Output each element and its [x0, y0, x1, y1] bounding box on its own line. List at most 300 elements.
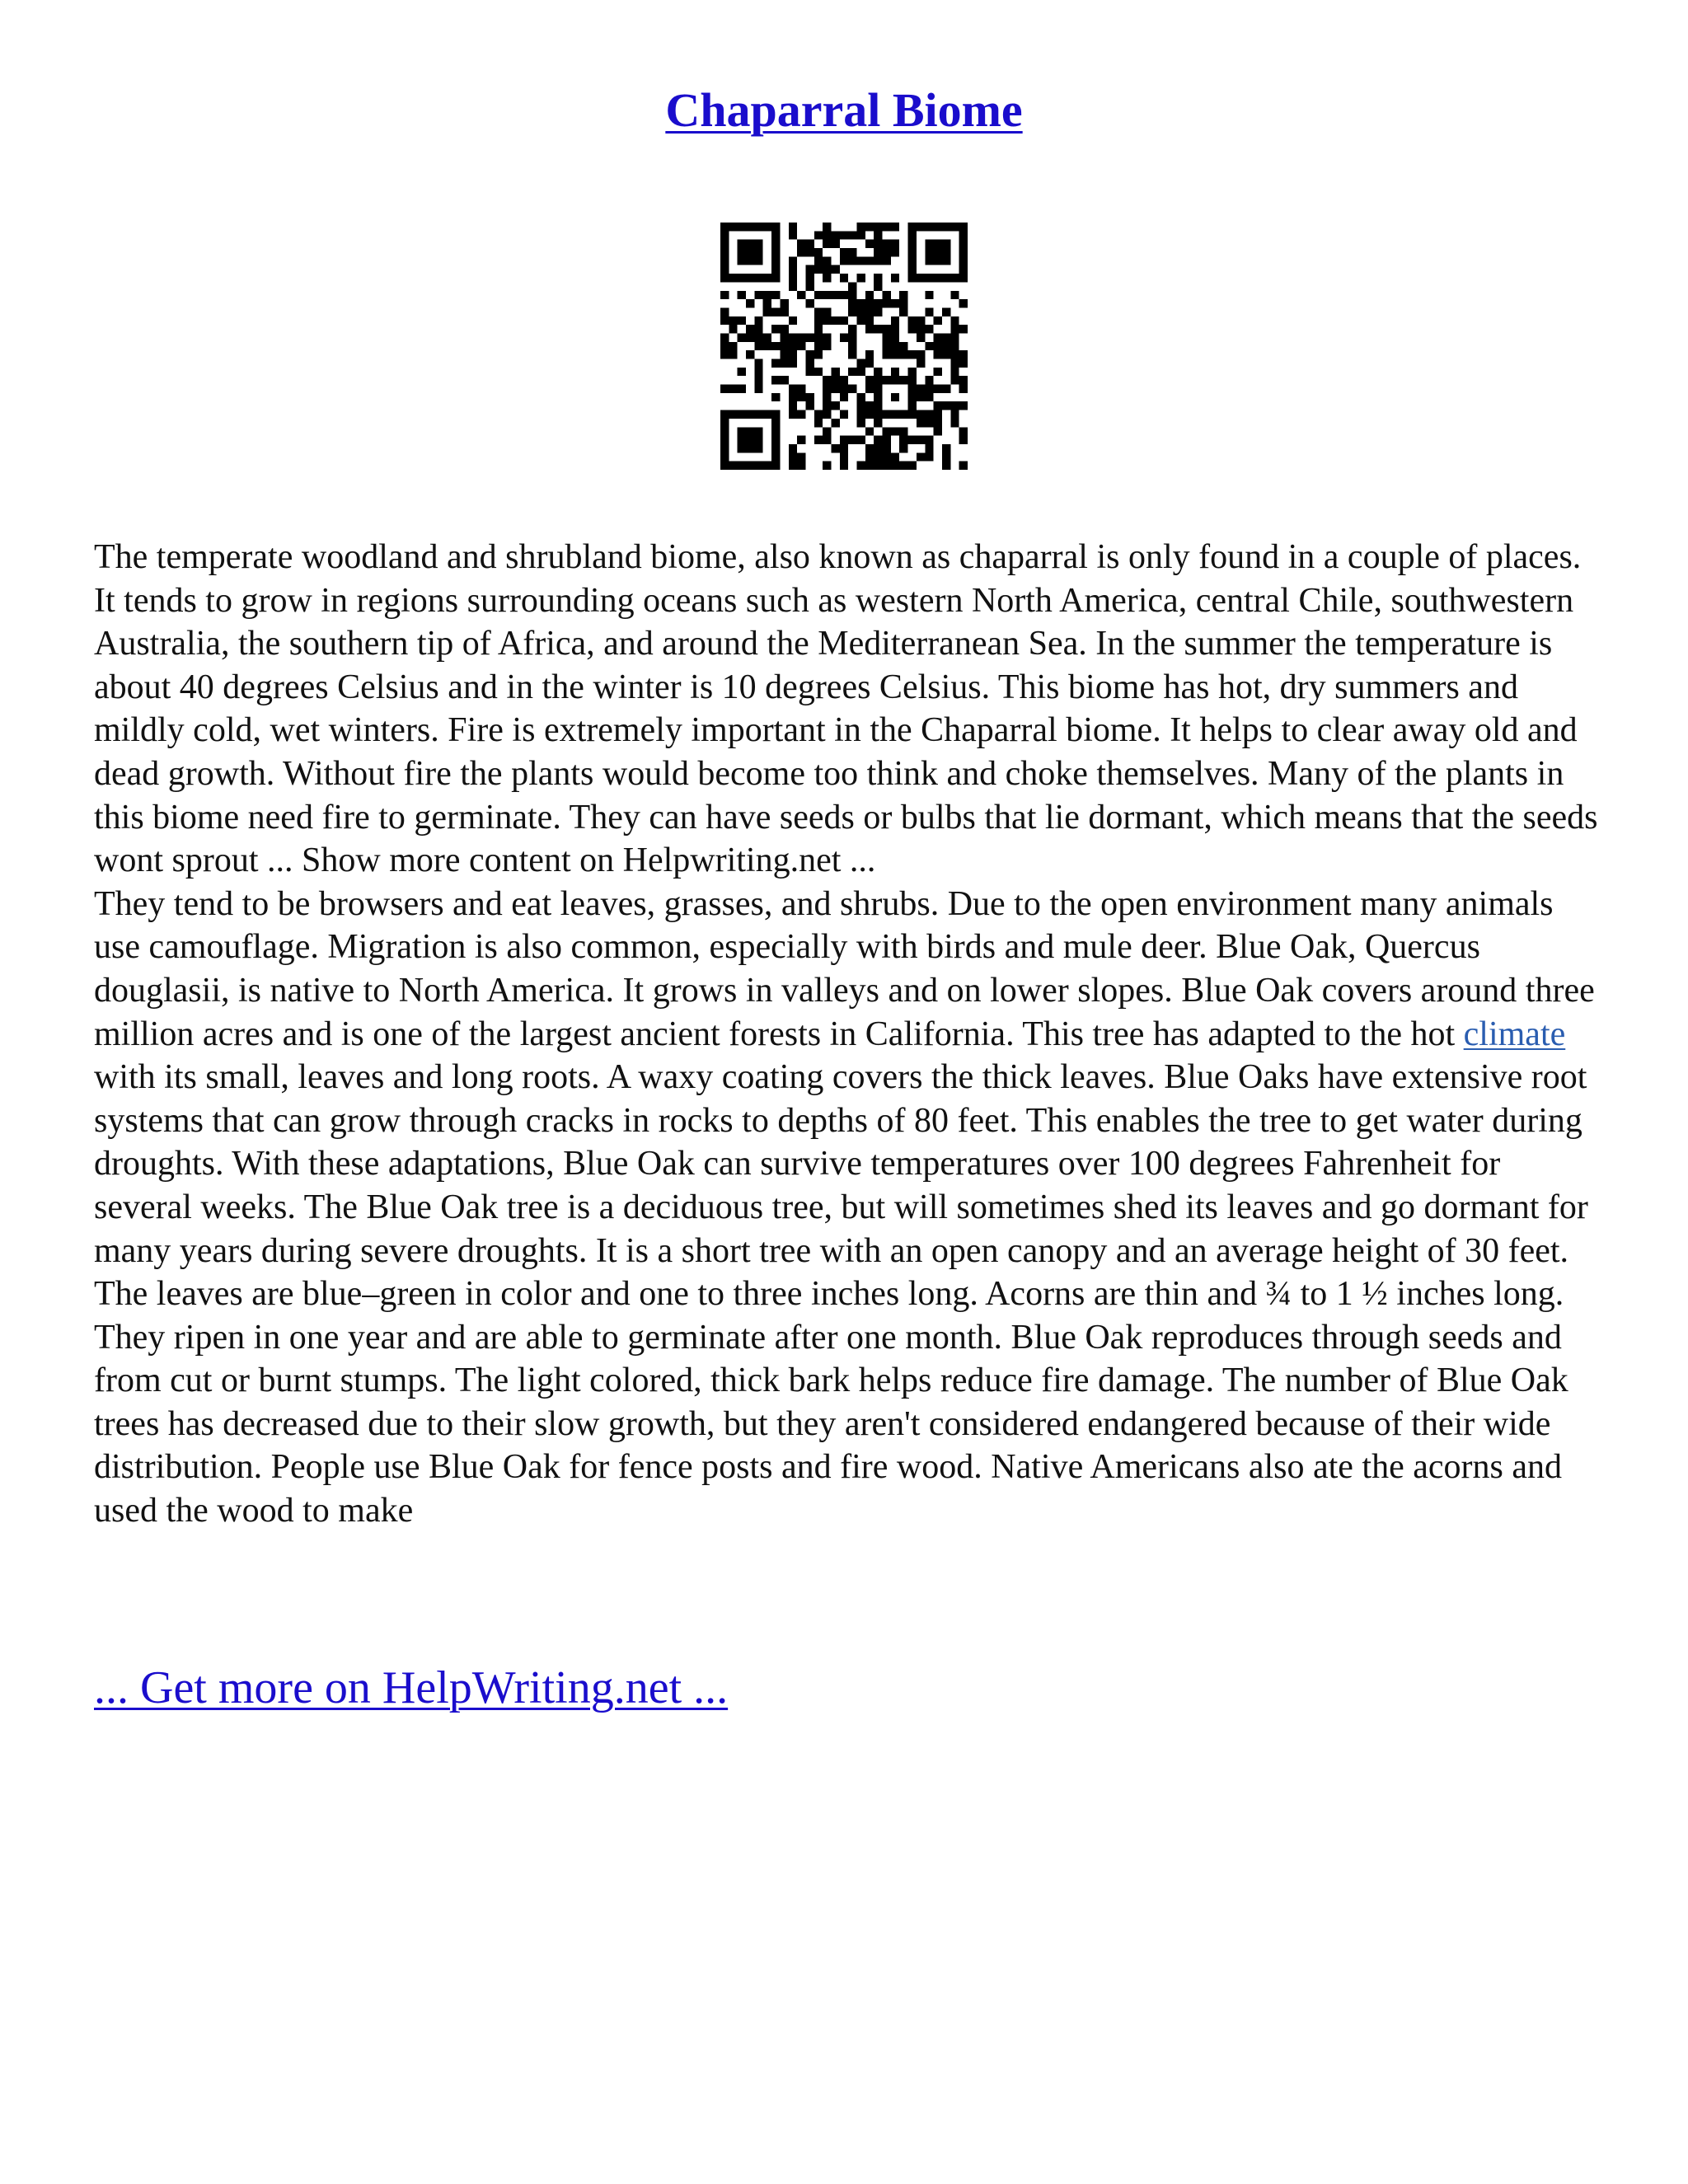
- qr-module: [925, 291, 933, 299]
- paragraph-2-text-end: with its small, leaves and long roots. A waxy coating covers the thick leaves. Blue Oaks have extensive root systems that can grow through cracks in rocks to depths of 80 feet. This enables the tree to get water during droughts. With these adaptations, Blue Oak can survive temperatures over 100 degrees Fahrenheit for several weeks. The Blue Oak tree is a deciduous tree, but will sometimes shed its leaves and go dormant for many years during severe droughts. It is a short tree with an open canopy and an average height of 30 feet. The leaves are blue–green in color and one to three inches long. Acorns are thin and ¾ to 1 ½ inches long. They ripen in one year and are able to germinate after one month. Blue Oak reproduces through seeds and from cut or burnt stumps. The light colored, thick bark helps reduce fire damage. The number of Blue Oak trees has decreased due to their slow growth, but they aren't considered endangered because of their wide distribution. People use Blue Oak for fence posts and fire wood. Native Americans also ate the acorns and used the wood to make: [94, 1058, 1588, 1530]
- qr-module: [891, 316, 899, 325]
- qr-module: [720, 265, 729, 274]
- qr-module: [959, 350, 968, 359]
- qr-module: [729, 385, 737, 393]
- qr-module: [959, 256, 968, 265]
- qr-module: [729, 410, 737, 419]
- qr-module: [899, 427, 907, 435]
- qr-module: [891, 427, 899, 435]
- qr-module: [746, 462, 754, 470]
- qr-module: [720, 385, 729, 393]
- qr-module: [959, 359, 968, 368]
- qr-module: [865, 256, 874, 265]
- qr-module: [908, 274, 917, 282]
- qr-module: [763, 274, 771, 282]
- qr-module: [720, 256, 729, 265]
- qr-module: [899, 342, 907, 350]
- qr-module: [908, 316, 917, 325]
- qr-module: [917, 350, 925, 359]
- qr-module: [805, 299, 814, 307]
- qr-module: [950, 342, 959, 350]
- qr-module: [874, 299, 882, 307]
- qr-module: [746, 427, 754, 435]
- paragraph-1: The temperate woodland and shrubland biome, also known as chaparral is only found in a couple of places. It tends to grow in regions surrounding oceans such as western North America, central Chile, southwestern Australia, the southern tip of Africa, and around the Mediterranean Sea. In the summer the temperature is about 40 degrees Celsius and in the winter is 10 degrees Celsius. This biome has hot, dry summers and mildly cold, wet winters. Fire is extremely important in the Chaparral biome. It helps to clear away old and dead growth. Without fire the plants would become too think and choke themselves. Many of the plants in this biome need fire to germinate. They can have seeds or bulbs that lie dormant, which means that the seeds wont sprout ... Show more content on Helpwriting.net ...: [94, 538, 1598, 880]
- qr-module: [908, 368, 917, 376]
- qr-module: [771, 410, 780, 419]
- qr-module: [925, 274, 933, 282]
- paragraph-2: [94, 883, 1602, 1533]
- qr-module: [917, 316, 925, 325]
- qr-module: [959, 274, 968, 282]
- qr-module: [865, 444, 874, 452]
- qr-module: [899, 410, 907, 419]
- qr-module: [771, 359, 780, 368]
- qr-module: [831, 291, 839, 299]
- qr-module: [805, 359, 814, 368]
- qr-module: [720, 452, 729, 461]
- qr-module: [883, 376, 891, 384]
- qr-module: [959, 231, 968, 239]
- qr-module: [771, 462, 780, 470]
- qr-module: [934, 342, 942, 350]
- qr-module: [950, 274, 959, 282]
- qr-module: [789, 333, 797, 341]
- qr-module: [823, 291, 831, 299]
- qr-module: [950, 376, 959, 384]
- qr-module: [848, 325, 856, 333]
- qr-module: [720, 248, 729, 256]
- qr-module: [814, 333, 823, 341]
- qr-module: [754, 291, 762, 299]
- qr-module: [857, 436, 865, 444]
- qr-module: [908, 325, 917, 333]
- paragraph-2-text-start: They tend to be browsers and eat leaves, grasses, and shrubs. Due to the open environment many animals use camouflage. Migration is also common, especially with birds and mule deer. Blue Oak, Quercus douglasii, is native to North America. It grows in valleys and on lower slopes. Blue Oak covers around three million acres and is one of the largest ancient forests in California. This tree has adapted to the hot: [94, 884, 1595, 1053]
- qr-module: [763, 299, 771, 307]
- qr-module: [729, 325, 737, 333]
- qr-module: [780, 359, 788, 368]
- qr-module: [959, 376, 968, 384]
- qr-module: [814, 410, 823, 419]
- qr-module: [797, 240, 805, 248]
- qr-module: [857, 419, 865, 427]
- qr-module: [754, 316, 762, 325]
- qr-module: [840, 436, 848, 444]
- qr-module: [874, 240, 882, 248]
- qr-module: [780, 333, 788, 341]
- qr-module: [754, 325, 762, 333]
- qr-module: [763, 333, 771, 341]
- qr-module: [771, 274, 780, 282]
- qr-module: [720, 444, 729, 452]
- qr-module: [771, 393, 780, 401]
- qr-module: [720, 427, 729, 435]
- qr-module: [874, 325, 882, 333]
- qr-module: [840, 462, 848, 470]
- qr-module: [831, 444, 839, 452]
- qr-module: [865, 359, 874, 368]
- qr-code-graphic: [720, 223, 968, 470]
- qr-module: [874, 231, 882, 239]
- qr-module: [959, 240, 968, 248]
- qr-module: [840, 410, 848, 419]
- qr-module: [950, 325, 959, 333]
- qr-module: [899, 299, 907, 307]
- qr-module: [797, 291, 805, 299]
- qr-module: [942, 350, 950, 359]
- qr-module: [891, 240, 899, 248]
- qr-module: [823, 385, 831, 393]
- qr-module: [789, 342, 797, 350]
- qr-module: [746, 223, 754, 231]
- qr-module: [925, 307, 933, 316]
- qr-module: [942, 385, 950, 393]
- qr-module: [823, 342, 831, 350]
- qr-module: [831, 385, 839, 393]
- qr-module: [789, 316, 797, 325]
- qr-module: [746, 248, 754, 256]
- qr-module: [934, 256, 942, 265]
- qr-module: [891, 376, 899, 384]
- qr-module: [805, 401, 814, 410]
- qr-module: [720, 333, 729, 341]
- qr-module: [874, 436, 882, 444]
- qr-module: [950, 401, 959, 410]
- qr-module: [865, 462, 874, 470]
- qr-module: [840, 231, 848, 239]
- qr-module: [883, 452, 891, 461]
- qr-module: [857, 256, 865, 265]
- qr-module: [771, 342, 780, 350]
- qr-module: [763, 342, 771, 350]
- qr-module: [797, 452, 805, 461]
- qr-module: [959, 462, 968, 470]
- qr-module: [754, 223, 762, 231]
- qr-module: [934, 427, 942, 435]
- qr-module: [883, 410, 891, 419]
- qr-module: [797, 385, 805, 393]
- climate-link[interactable]: climate: [1463, 1015, 1566, 1053]
- qr-module: [797, 248, 805, 256]
- qr-module: [823, 256, 831, 265]
- qr-module: [840, 393, 848, 401]
- qr-module: [823, 427, 831, 435]
- qr-module: [789, 265, 797, 274]
- qr-module: [840, 452, 848, 461]
- get-more-link[interactable]: ... Get more on HelpWriting.net ...: [94, 1662, 729, 1713]
- qr-module: [857, 316, 865, 325]
- qr-module: [823, 376, 831, 384]
- qr-module: [780, 376, 788, 384]
- qr-module: [738, 256, 746, 265]
- qr-module: [831, 265, 839, 274]
- qr-module: [865, 410, 874, 419]
- qr-module: [899, 462, 907, 470]
- qr-module: [925, 393, 933, 401]
- qr-module: [823, 307, 831, 316]
- qr-module: [771, 231, 780, 239]
- qr-module: [934, 223, 942, 231]
- qr-module: [857, 410, 865, 419]
- qr-module: [857, 393, 865, 401]
- qr-module: [942, 274, 950, 282]
- qr-module: [917, 410, 925, 419]
- qr-module: [908, 231, 917, 239]
- qr-module: [857, 223, 865, 231]
- qr-module: [883, 299, 891, 307]
- qr-module: [754, 376, 762, 384]
- qr-module: [874, 419, 882, 427]
- qr-module: [754, 256, 762, 265]
- qr-module: [814, 368, 823, 376]
- qr-module: [934, 240, 942, 248]
- qr-module: [805, 282, 814, 290]
- qr-module: [823, 462, 831, 470]
- qr-module: [805, 368, 814, 376]
- qr-module: [771, 436, 780, 444]
- qr-module: [814, 325, 823, 333]
- qr-module: [917, 274, 925, 282]
- qr-module: [848, 385, 856, 393]
- qr-module: [908, 410, 917, 419]
- qr-module: [942, 256, 950, 265]
- qr-module: [883, 248, 891, 256]
- qr-module: [874, 393, 882, 401]
- qr-module: [925, 444, 933, 452]
- qr-module: [746, 350, 754, 359]
- qr-module: [771, 376, 780, 384]
- qr-module: [729, 316, 737, 325]
- qr-module: [925, 452, 933, 461]
- qr-module: [754, 444, 762, 452]
- qr-module: [942, 452, 950, 461]
- qr-module: [908, 436, 917, 444]
- page-title-link[interactable]: Chaparral Biome: [665, 83, 1023, 137]
- qr-module: [738, 316, 746, 325]
- qr-module: [746, 299, 754, 307]
- qr-module: [797, 393, 805, 401]
- qr-module: [959, 325, 968, 333]
- qr-module: [883, 462, 891, 470]
- qr-module: [959, 427, 968, 435]
- qr-module: [934, 274, 942, 282]
- qr-module: [780, 307, 788, 316]
- qr-module: [891, 393, 899, 401]
- qr-module: [925, 376, 933, 384]
- qr-module: [814, 419, 823, 427]
- qr-module: [720, 410, 729, 419]
- qr-module: [738, 444, 746, 452]
- qr-module: [857, 307, 865, 316]
- qr-module: [857, 401, 865, 410]
- qr-module: [848, 350, 856, 359]
- qr-module: [874, 444, 882, 452]
- qr-module: [942, 223, 950, 231]
- qr-module: [848, 368, 856, 376]
- qr-module: [865, 452, 874, 461]
- qr-module: [763, 462, 771, 470]
- qr-module: [908, 350, 917, 359]
- qr-module: [925, 342, 933, 350]
- qr-module: [823, 333, 831, 341]
- qr-module: [874, 274, 882, 282]
- qr-module: [831, 376, 839, 384]
- qr-module: [754, 333, 762, 341]
- qr-module: [891, 333, 899, 341]
- qr-module: [720, 436, 729, 444]
- qr-module: [874, 462, 882, 470]
- qr-module: [883, 291, 891, 299]
- qr-module: [771, 256, 780, 265]
- qr-module: [720, 419, 729, 427]
- qr-module: [908, 393, 917, 401]
- qr-module: [814, 291, 823, 299]
- qr-module: [942, 307, 950, 316]
- qr-module: [917, 452, 925, 461]
- qr-module: [738, 248, 746, 256]
- qr-module: [754, 385, 762, 393]
- qr-module: [738, 410, 746, 419]
- qr-module: [883, 256, 891, 265]
- qr-module: [857, 274, 865, 282]
- qr-module: [883, 325, 891, 333]
- qr-module: [780, 350, 788, 359]
- qr-module: [934, 368, 942, 376]
- title-container: [0, 82, 1688, 138]
- qr-module: [840, 316, 848, 325]
- qr-module: [959, 265, 968, 274]
- qr-module: [754, 240, 762, 248]
- qr-module: [805, 393, 814, 401]
- qr-module: [908, 385, 917, 393]
- qr-module: [746, 436, 754, 444]
- qr-module: [754, 342, 762, 350]
- qr-module: [891, 368, 899, 376]
- qr-module: [771, 223, 780, 231]
- qr-module: [720, 240, 729, 248]
- qr-module: [883, 342, 891, 350]
- qr-module: [771, 419, 780, 427]
- qr-module: [899, 291, 907, 299]
- qr-module: [771, 307, 780, 316]
- qr-module: [738, 385, 746, 393]
- qr-module: [848, 307, 856, 316]
- qr-module: [797, 333, 805, 341]
- qr-module: [857, 299, 865, 307]
- qr-module: [908, 401, 917, 410]
- qr-module: [823, 223, 831, 231]
- qr-module: [848, 282, 856, 290]
- qr-module: [814, 265, 823, 274]
- qr-module: [789, 274, 797, 282]
- qr-module: [865, 376, 874, 384]
- qr-module: [789, 452, 797, 461]
- qr-module: [848, 231, 856, 239]
- qr-module: [771, 248, 780, 256]
- qr-module: [789, 256, 797, 265]
- qr-module: [934, 316, 942, 325]
- qr-module: [729, 223, 737, 231]
- qr-module: [934, 350, 942, 359]
- qr-module: [908, 240, 917, 248]
- qr-module: [840, 274, 848, 282]
- qr-module: [763, 410, 771, 419]
- qr-module: [848, 291, 856, 299]
- qr-module: [831, 368, 839, 376]
- qr-module: [720, 291, 729, 299]
- qr-module: [899, 436, 907, 444]
- qr-module: [942, 401, 950, 410]
- qr-module: [720, 274, 729, 282]
- qr-module: [746, 256, 754, 265]
- qr-module: [917, 359, 925, 368]
- qr-module: [874, 248, 882, 256]
- qr-module: [720, 462, 729, 470]
- qr-module: [942, 444, 950, 452]
- qr-module: [950, 223, 959, 231]
- qr-module: [874, 385, 882, 393]
- qr-module: [814, 231, 823, 239]
- qr-module: [754, 436, 762, 444]
- qr-module: [917, 333, 925, 341]
- qr-module: [883, 436, 891, 444]
- qr-module: [848, 342, 856, 350]
- qr-module: [763, 291, 771, 299]
- qr-module: [754, 248, 762, 256]
- qr-module: [934, 385, 942, 393]
- qr-module: [840, 444, 848, 452]
- qr-module: [814, 256, 823, 265]
- qr-module: [840, 248, 848, 256]
- qr-module: [720, 223, 729, 231]
- qr-module: [917, 325, 925, 333]
- qr-module: [780, 299, 788, 307]
- qr-module: [865, 291, 874, 299]
- qr-module: [823, 231, 831, 239]
- qr-module: [720, 342, 729, 350]
- qr-module: [814, 342, 823, 350]
- qr-module: [797, 462, 805, 470]
- qr-module: [771, 265, 780, 274]
- qr-module: [831, 419, 839, 427]
- qr-module: [917, 223, 925, 231]
- qr-module: [789, 350, 797, 359]
- qr-module: [874, 452, 882, 461]
- qr-module: [840, 376, 848, 384]
- qr-module: [746, 333, 754, 341]
- qr-module: [771, 325, 780, 333]
- qr-module: [899, 350, 907, 359]
- qr-module: [823, 401, 831, 410]
- qr-module: [917, 419, 925, 427]
- qr-module: [899, 444, 907, 452]
- qr-module: [925, 325, 933, 333]
- qr-module: [934, 410, 942, 419]
- qr-module: [848, 436, 856, 444]
- qr-module: [891, 462, 899, 470]
- qr-module: [857, 462, 865, 470]
- qr-module: [771, 240, 780, 248]
- qr-module: [865, 325, 874, 333]
- qr-module: [720, 316, 729, 325]
- qr-module: [874, 376, 882, 384]
- qr-module: [789, 231, 797, 239]
- qr-module: [917, 436, 925, 444]
- qr-module: [789, 282, 797, 290]
- qr-module: [738, 462, 746, 470]
- qr-module: [908, 265, 917, 274]
- qr-code-image: [720, 223, 968, 470]
- qr-module: [789, 410, 797, 419]
